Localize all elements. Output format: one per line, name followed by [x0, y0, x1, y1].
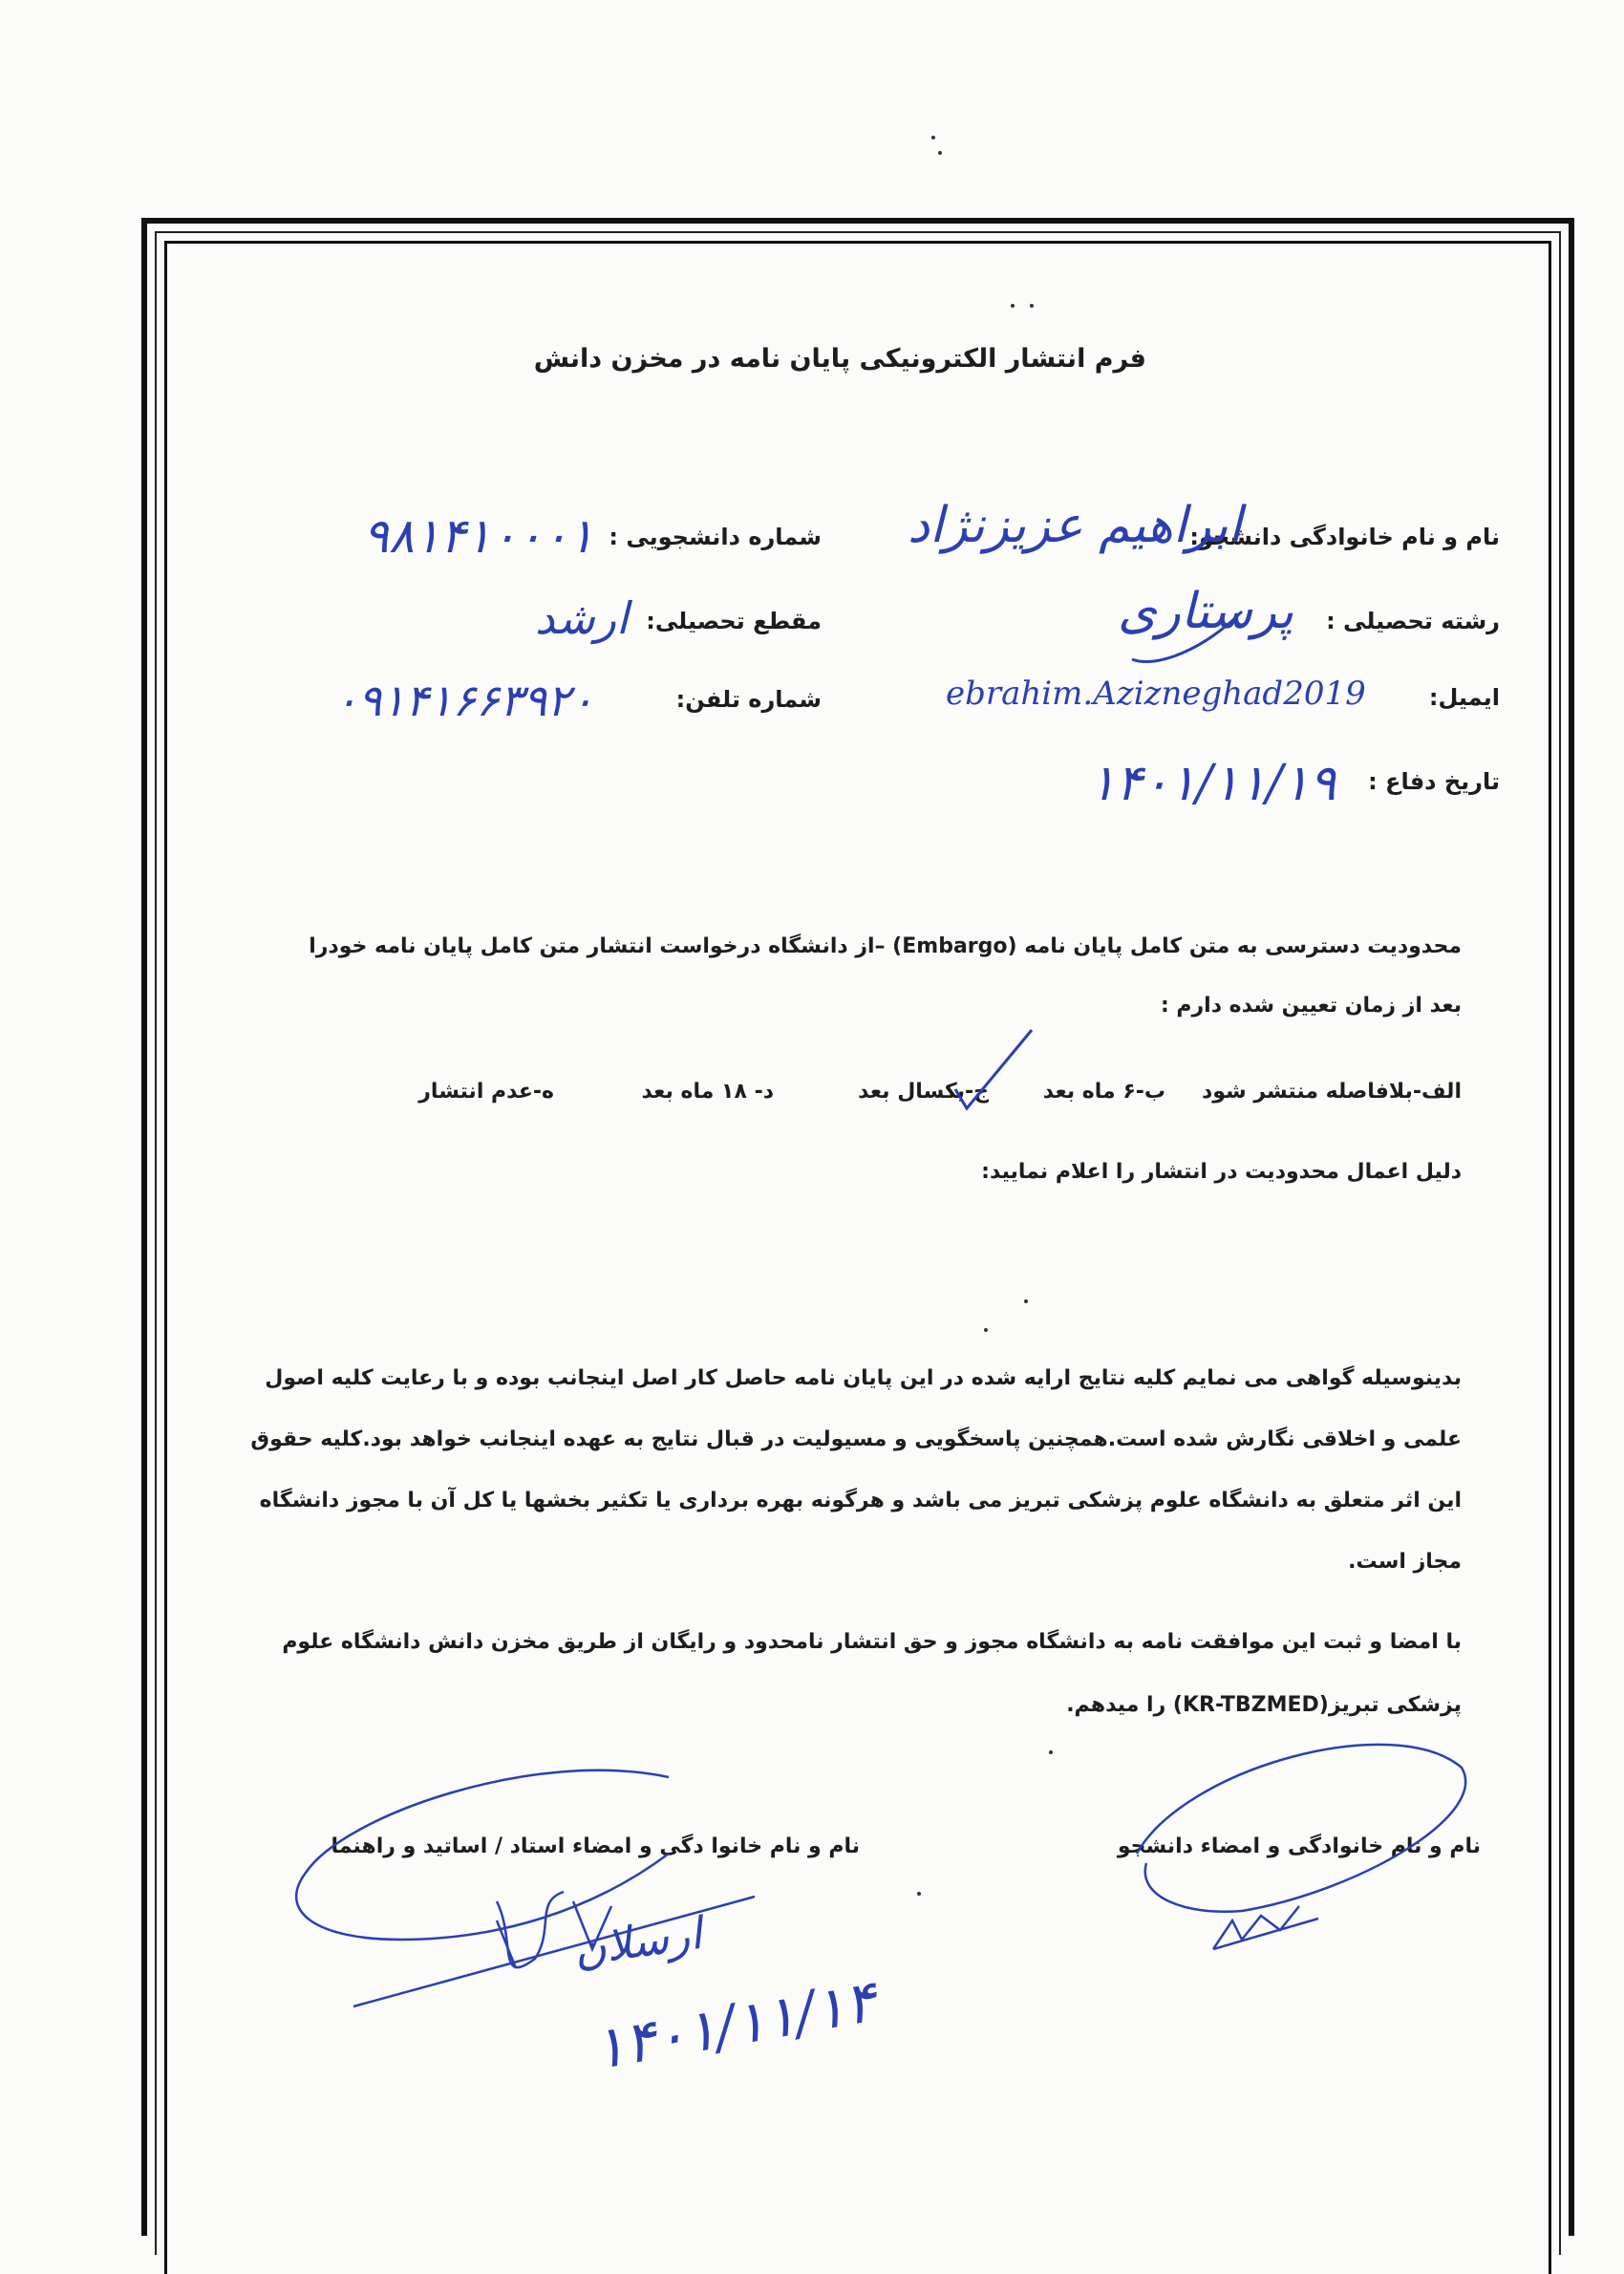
- student-id-label: شماره دانشجویی :: [609, 524, 822, 550]
- embargo-option-no-publish[interactable]: ه-عدم انتشار: [418, 1080, 554, 1104]
- email-label: ایمیل:: [1428, 684, 1500, 711]
- scan-speck: [1049, 1750, 1053, 1754]
- embargo-line-1: محدودیت دسترسی به متن کامل پایان نامه (Embargo) –از دانشگاه درخواست انتشار متن کامل پایان نامه خودرا: [309, 934, 1462, 958]
- supervisor-name-handwritten: ارسلان: [569, 1906, 705, 1977]
- major-handwritten: پرستاری: [1118, 583, 1294, 640]
- scan-speck: [1011, 304, 1015, 308]
- license-line-2: پزشکی تبریز(KR-TBZMED) را میدهم.: [1066, 1693, 1462, 1717]
- embargo-reason-label: دلیل اعمال محدودیت در انتشار را اعلام نمایید:: [981, 1160, 1462, 1184]
- embargo-option-immediate[interactable]: الف-بلافاصله منتشر شود: [1201, 1080, 1462, 1104]
- major-label: رشته تحصیلی :: [1326, 608, 1500, 634]
- embargo-option-1-year[interactable]: ج-یکسال بعد: [858, 1080, 989, 1104]
- student-id-handwritten: ۹۸۱۴۱۰۰۰۱: [363, 508, 594, 564]
- scan-speck: [1030, 304, 1034, 308]
- scan-speck: [917, 1892, 921, 1896]
- phone-handwritten: ۰۹۱۴۱۶۶۳۹۲۰: [334, 675, 594, 726]
- student-name-label: نام و نام خانوادگی دانشجو:: [1189, 524, 1500, 550]
- student-signature-label: نام و نام خانوادگی و امضاء دانشجو: [1117, 1834, 1481, 1858]
- embargo-option-6-months[interactable]: ب-۶ ماه بعد: [1042, 1080, 1165, 1104]
- scan-speck: [984, 1328, 988, 1332]
- declaration-line-4: مجاز است.: [1348, 1550, 1462, 1574]
- supervisor-signature-label: نام و نام خانوا دگی و امضاء استاد / اساتید و راهنما: [331, 1834, 860, 1858]
- embargo-option-18-months[interactable]: د- ۱۸ ماه بعد: [641, 1080, 774, 1104]
- scan-speck: [1024, 1299, 1028, 1303]
- student-name-handwritten: ابراهیم عزیزنژاد: [908, 497, 1242, 554]
- scan-speck: [938, 151, 942, 155]
- degree-label: مقطع تحصیلی:: [646, 608, 822, 634]
- email-handwritten: ebrahim.Azizneghad2019: [946, 675, 1366, 713]
- page-border: [141, 218, 1574, 2236]
- phone-label: شماره تلفن:: [675, 686, 822, 713]
- form-title: فرم انتشار الکترونیکی پایان نامه در مخزن دانش: [533, 344, 1146, 374]
- supervisor-date-handwritten: ۱۴۰۱/۱۱/۱۴: [588, 1967, 882, 2084]
- scan-speck: [931, 136, 935, 139]
- embargo-line-2: بعد از زمان تعیین شده دارم :: [1160, 994, 1462, 1018]
- declaration-line-3: این اثر متعلق به دانشگاه علوم پزشکی تبریز می باشد و هرگونه بهره برداری یا تکثیر بخشها یا کل آن با مجوز دانشگاه: [259, 1489, 1462, 1512]
- license-line-1: با امضا و ثبت این موافقت نامه به دانشگاه مجوز و حق انتشار نامحدود و رایگان از طریق مخزن دانش دانشگاه علوم: [282, 1630, 1462, 1654]
- defense-date-label: تاریخ دفاع :: [1368, 768, 1500, 795]
- declaration-line-1: بدینوسیله گواهی می نمایم کلیه نتایج ارایه شده در این پایان نامه حاصل کار اصل اینجانب بوده و با رعایت کلیه اصول: [265, 1366, 1462, 1390]
- degree-handwritten: ارشد: [535, 592, 629, 644]
- declaration-line-2: علمی و اخلاقی نگارش شده است.همچنین پاسخگویی و مسیولیت در قبال نتایج به عهده اینجانب خواهد بود.کلیه حقوق: [250, 1427, 1462, 1451]
- defense-date-handwritten: ۱۴۰۱/۱۱/۱۹: [1089, 755, 1336, 812]
